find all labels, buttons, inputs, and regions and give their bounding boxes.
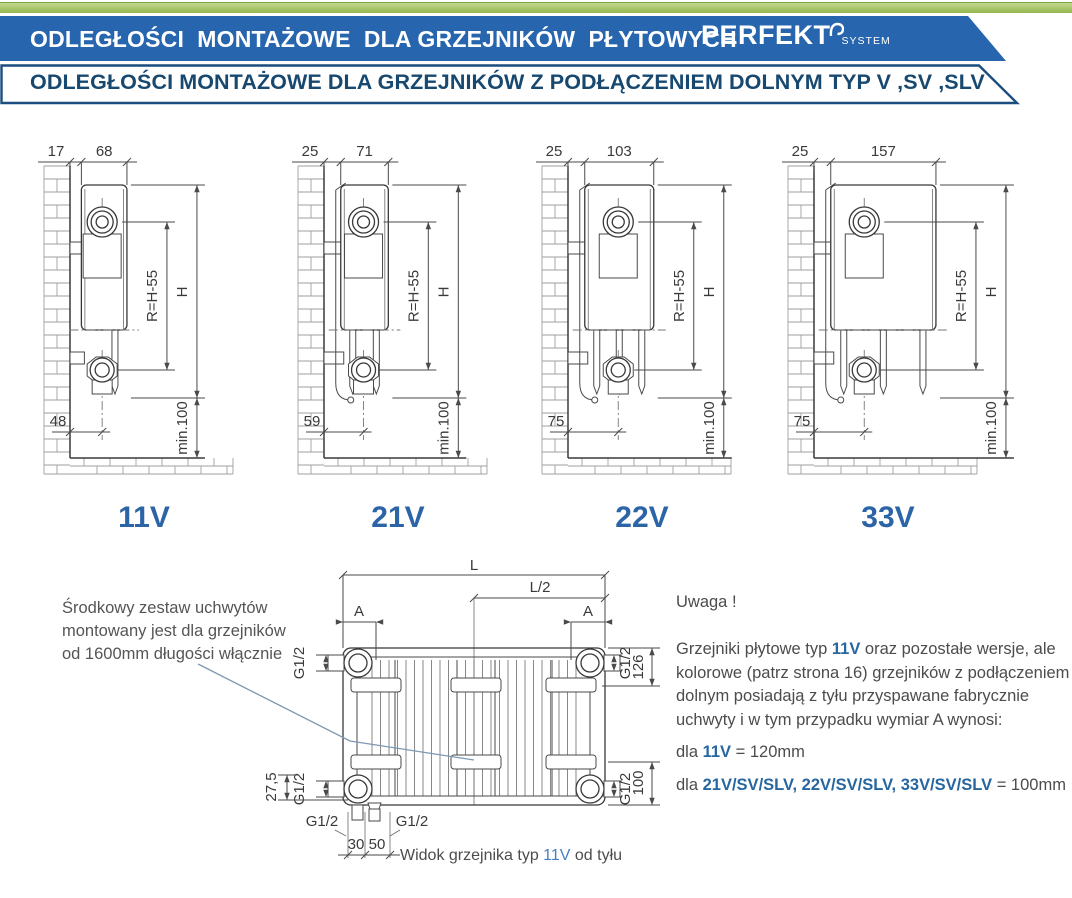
text-segment: oraz pozostałe wersje, ale kolorowe (patrz strona 16) grzejników z podłączeniem dolnym posiadają z tyłu przyspawane fabrycznie uchwyty i w tym przypadku wymiar A wynosi:	[676, 640, 1070, 729]
note-paragraph	[676, 638, 1072, 732]
dim-label: G1/2	[291, 772, 308, 806]
dim-label: G1/2	[617, 772, 634, 806]
dim-label: 71	[356, 143, 373, 160]
dim-label: 59	[303, 413, 321, 430]
rear-view-block	[240, 560, 670, 870]
brand-logo	[701, 21, 891, 49]
note-dim-line	[676, 774, 1072, 797]
type-label-11v: 11V	[118, 501, 170, 534]
note-title: Uwaga !	[676, 593, 737, 611]
text-segment: = 100mm	[992, 775, 1066, 794]
brand-sub: SYSTEM	[841, 35, 891, 47]
type-ref: 21V/SV/SLV, 22V/SV/SLV, 33V/SV/SLV	[702, 775, 993, 794]
dim-label: 75	[793, 413, 811, 430]
cross-section-11V	[18, 140, 270, 490]
cross-section-block-11v	[18, 140, 270, 535]
note-line: montowany jest dla grzejników	[62, 622, 286, 641]
dim-label: A	[353, 603, 365, 620]
dim-label: min.100	[435, 401, 453, 455]
page-subtitle: ODLEGŁOŚCI MONTAŻOWE DLA GRZEJNIKÓW Z PODŁĄCZENIEM DOLNYM TYP V ,SV ,SLV	[30, 70, 985, 94]
dim-label: 50	[368, 836, 386, 853]
type-label-21v: 21V	[371, 501, 425, 534]
dim-label: H	[700, 286, 718, 298]
dim-label: A	[582, 603, 594, 620]
dim-label: H	[173, 286, 191, 298]
dim-label: 17	[47, 143, 65, 160]
page-title: ODLEGŁOŚCI MONTAŻOWE DLA GRZEJNIKÓW PŁYTOWYCH	[30, 26, 737, 52]
note-uwaga	[676, 591, 1072, 797]
caption-type: 11V	[543, 847, 571, 864]
note-line: od 1600mm długości włącznie	[62, 645, 283, 664]
caption-text: od tyłu	[570, 847, 623, 864]
type-ref: 11V	[831, 640, 861, 659]
dim-label: 27,5	[263, 772, 280, 802]
dim-label: G1/2	[617, 646, 634, 680]
dim-label: R=H-55	[405, 269, 423, 323]
type-ref: 11V	[702, 743, 732, 762]
dim-label: G1/2	[395, 813, 429, 830]
text-segment: dla	[676, 743, 703, 762]
dim-label: min.100	[982, 401, 1000, 455]
caption-text: Widok grzejnika typ	[400, 847, 544, 864]
note-dim-line	[676, 741, 1072, 764]
dim-label: min.100	[173, 401, 191, 455]
dim-label: 25	[545, 143, 563, 160]
dim-label: H	[435, 286, 453, 298]
cross-section-drawing-11v	[18, 140, 270, 495]
dim-label: G1/2	[291, 646, 308, 680]
brand-name: PERFEKT	[701, 20, 831, 50]
dim-label: H	[982, 286, 1000, 298]
dim-label: R=H-55	[952, 269, 970, 323]
dim-label: 25	[791, 143, 809, 160]
dim-label: 30	[347, 836, 365, 853]
dim-label: 126	[630, 654, 647, 680]
cross-section-drawing-21v	[272, 140, 524, 495]
type-label-33v: 33V	[861, 501, 915, 534]
note-line: Środkowy zestaw uchwytów	[62, 599, 268, 617]
dim-label: 75	[547, 413, 565, 430]
dim-label: L/2	[529, 579, 551, 596]
dim-label: 68	[95, 143, 113, 160]
rear-view-caption	[400, 847, 622, 865]
cross-section-block-22v	[516, 140, 768, 535]
type-label-22v: 22V	[615, 501, 669, 534]
cross-section-block-33v	[762, 140, 1014, 535]
text-segment: dla	[676, 775, 703, 794]
dim-label: 100	[630, 770, 647, 796]
cross-section-33V	[762, 140, 1014, 490]
cross-section-21V	[272, 140, 524, 490]
dim-label: 157	[870, 143, 896, 160]
cross-section-22V	[516, 140, 768, 490]
dim-label: R=H-55	[143, 269, 161, 323]
dim-label: L	[469, 560, 479, 574]
text-segment: = 120mm	[731, 743, 805, 762]
cross-section-drawing-22v	[516, 140, 768, 495]
dim-label: 48	[49, 413, 67, 430]
dim-label: 25	[301, 143, 319, 160]
dim-label: 103	[606, 143, 632, 160]
dim-label: G1/2	[305, 813, 339, 830]
cross-section-block-21v	[272, 140, 524, 535]
rear-view-drawing	[240, 560, 670, 870]
dim-label: R=H-55	[670, 269, 688, 323]
green-accent-bar	[0, 2, 1072, 13]
text-segment: Grzejniki płytowe typ	[676, 640, 832, 659]
cross-section-drawing-33v	[762, 140, 1014, 495]
dim-label: min.100	[700, 401, 718, 455]
